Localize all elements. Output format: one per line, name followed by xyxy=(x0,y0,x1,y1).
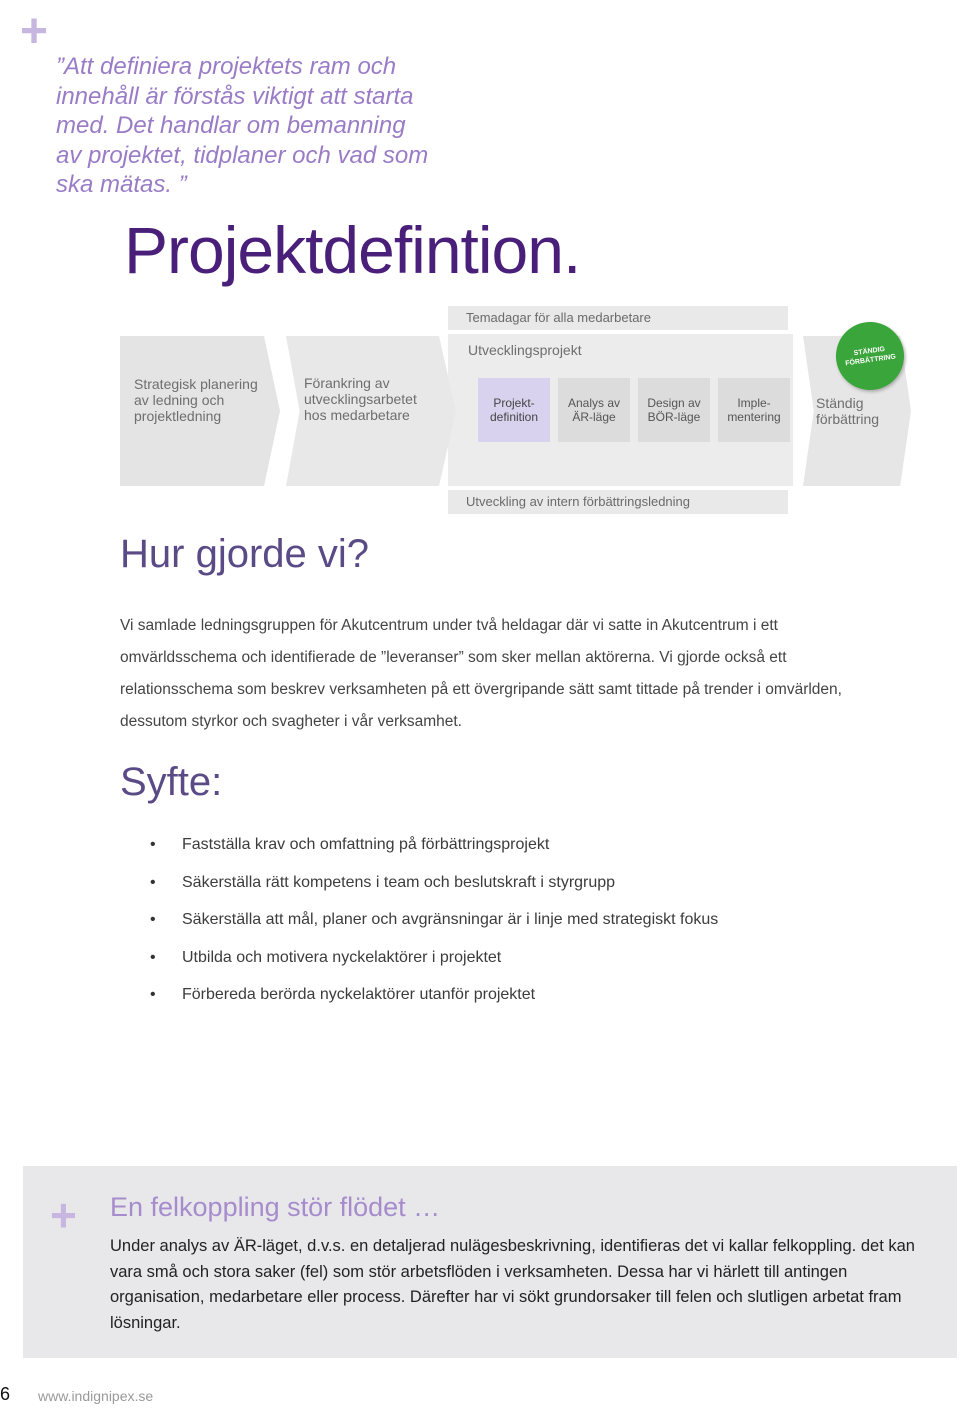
stage-strategic: Strategisk planering av ledning och projektledning xyxy=(134,376,258,424)
step-as-is-analysis: Analys av ÄR-läge xyxy=(558,378,630,442)
page-title: Projektdefintion. xyxy=(124,213,581,287)
page-number: 6 xyxy=(0,1384,11,1404)
plus-icon: + xyxy=(50,1189,77,1241)
purpose-list xyxy=(150,826,718,1014)
footer-url[interactable]: www.indignipex.se xyxy=(38,1388,154,1404)
band-internal-improvement: Utveckling av intern förbättringsledning xyxy=(448,490,788,514)
plus-icon: + xyxy=(20,5,49,58)
how-paragraph: Vi samlade ledningsgruppen för Akutcentrum under två heldagar där vi satte in Akutcentrum i ett omvärldsschema och identifierade de ”leveranser” som sker mellan aktörerna. Vi gjorde också ett relationsschema som beskrev verksamheten på ett övergripande sätt samt tittade på trender i omvärlden, dessutom styrkor och svagheter i vår verksamhet. xyxy=(120,617,842,730)
list-item: • Säkerställa rätt kompetens i team och beslutskraft i styrgrupp xyxy=(150,864,718,902)
step-to-be-design: Design av BÖR-läge xyxy=(638,378,710,442)
section-heading-purpose: Syfte: xyxy=(120,760,223,804)
badge-label: STÄNDIG FÖRBÄTTRING xyxy=(844,345,897,368)
band-project-label: Utvecklingsprojekt xyxy=(468,342,582,358)
step-implementation: Imple-mentering xyxy=(718,378,790,442)
band-theme-days: Temadagar för alla medarbetare xyxy=(448,306,788,330)
callout-heading: En felkoppling stör flödet … xyxy=(110,1192,441,1222)
list-item: • Säkerställa att mål, planer och avgränsningar är i linje med strategiskt fokus xyxy=(150,901,718,939)
stage-anchoring: Förankring av utvecklingsarbetet hos medarbetare xyxy=(304,375,417,423)
list-item: • Fastställa krav och omfattning på förbättringsprojekt xyxy=(150,826,718,864)
process-diagram xyxy=(118,300,918,520)
pull-quote: ”Att definiera projektets ram och innehåll är förstås viktigt att starta med. Det handlar om bemanning av projektet, tidplaner och vad som ska mätas. ” xyxy=(56,53,429,198)
list-item: • Utbilda och motivera nyckelaktörer i projektet xyxy=(150,939,718,977)
list-item: • Förbereda berörda nyckelaktörer utanför projektet xyxy=(150,976,718,1014)
step-project-definition: Projekt-definition xyxy=(478,378,550,442)
callout-text: Under analys av ÄR-läget, d.v.s. en detaljerad nulägesbeskrivning, identifieras det vi kallar felkoppling. det kan vara små och stora saker (fel) som stör arbetsflöden i verksamheten. Dessa har vi härlett till antingen organisation, medarbetare eller process. Därefter har vi sökt grundorsaker till felen och slutligen arbetat fram lösningar. xyxy=(110,1237,915,1332)
section-heading-how: Hur gjorde vi? xyxy=(120,532,370,576)
stage-continuous-improvement: Ständig förbättring xyxy=(816,395,880,427)
